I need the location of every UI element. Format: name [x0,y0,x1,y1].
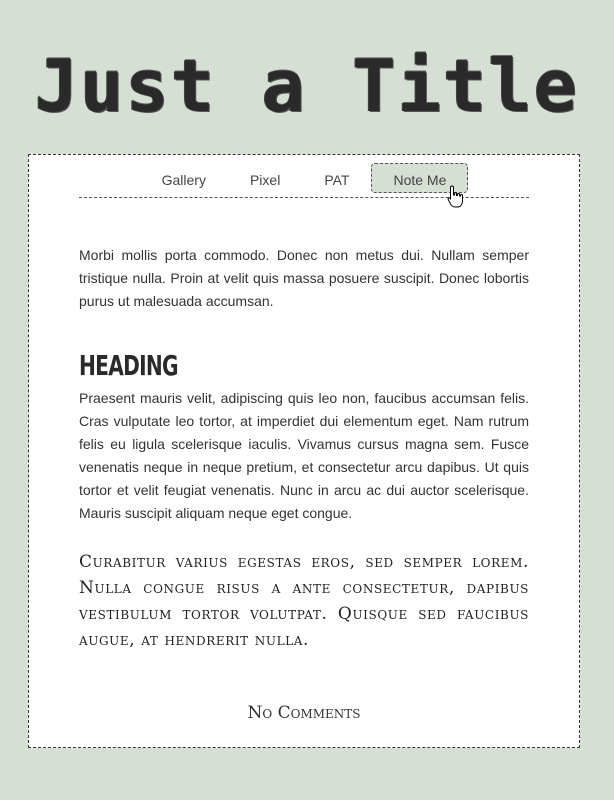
nav-item-gallery[interactable]: Gallery [161,172,206,188]
smallcaps-paragraph: Curabitur varius egestas eros, sed semper lorem. Nulla congue risus a ante consectetur, dapibus vestibulum tortor volutpat. Quisque sed faucibus augue, at hendrerit nulla. [79,552,529,650]
body-paragraph: Praesent mauris velit, adipiscing quis leo non, faucibus accumsan felis. Cras vulputate leo tortor, at imperdiet dui elementum eget. Nam rutrum felis eu ligula scelerisque iaculis. Vivamus cursus magna sem. Fusce venenatis neque in neque pretium, et consectetur arcu dapibus. Ut quis tortor et velit feugiat venenatis. Nunc in arcu ac dui auctor scelerisque. Mauris suscipit aliquam neque eget congue. [79,390,529,521]
nav-item-note-me[interactable]: Note Me [371,163,468,193]
section-heading: HEADING [79,349,178,382]
nav-item-pixel[interactable]: Pixel [249,172,281,188]
site-title: Just a Title [34,44,580,128]
intro-paragraph: Morbi mollis porta commodo. Donec non metus dui. Nullam semper tristique nulla. Proin at velit quis massa posuere suscipit. Donec lobortis purus ut malesuada accumsan. [79,247,529,309]
hand-pointer-icon [447,185,465,209]
content-box [28,154,580,748]
comments-link[interactable]: No Comments [247,703,361,723]
nav-item-pat[interactable]: PAT [324,172,350,188]
